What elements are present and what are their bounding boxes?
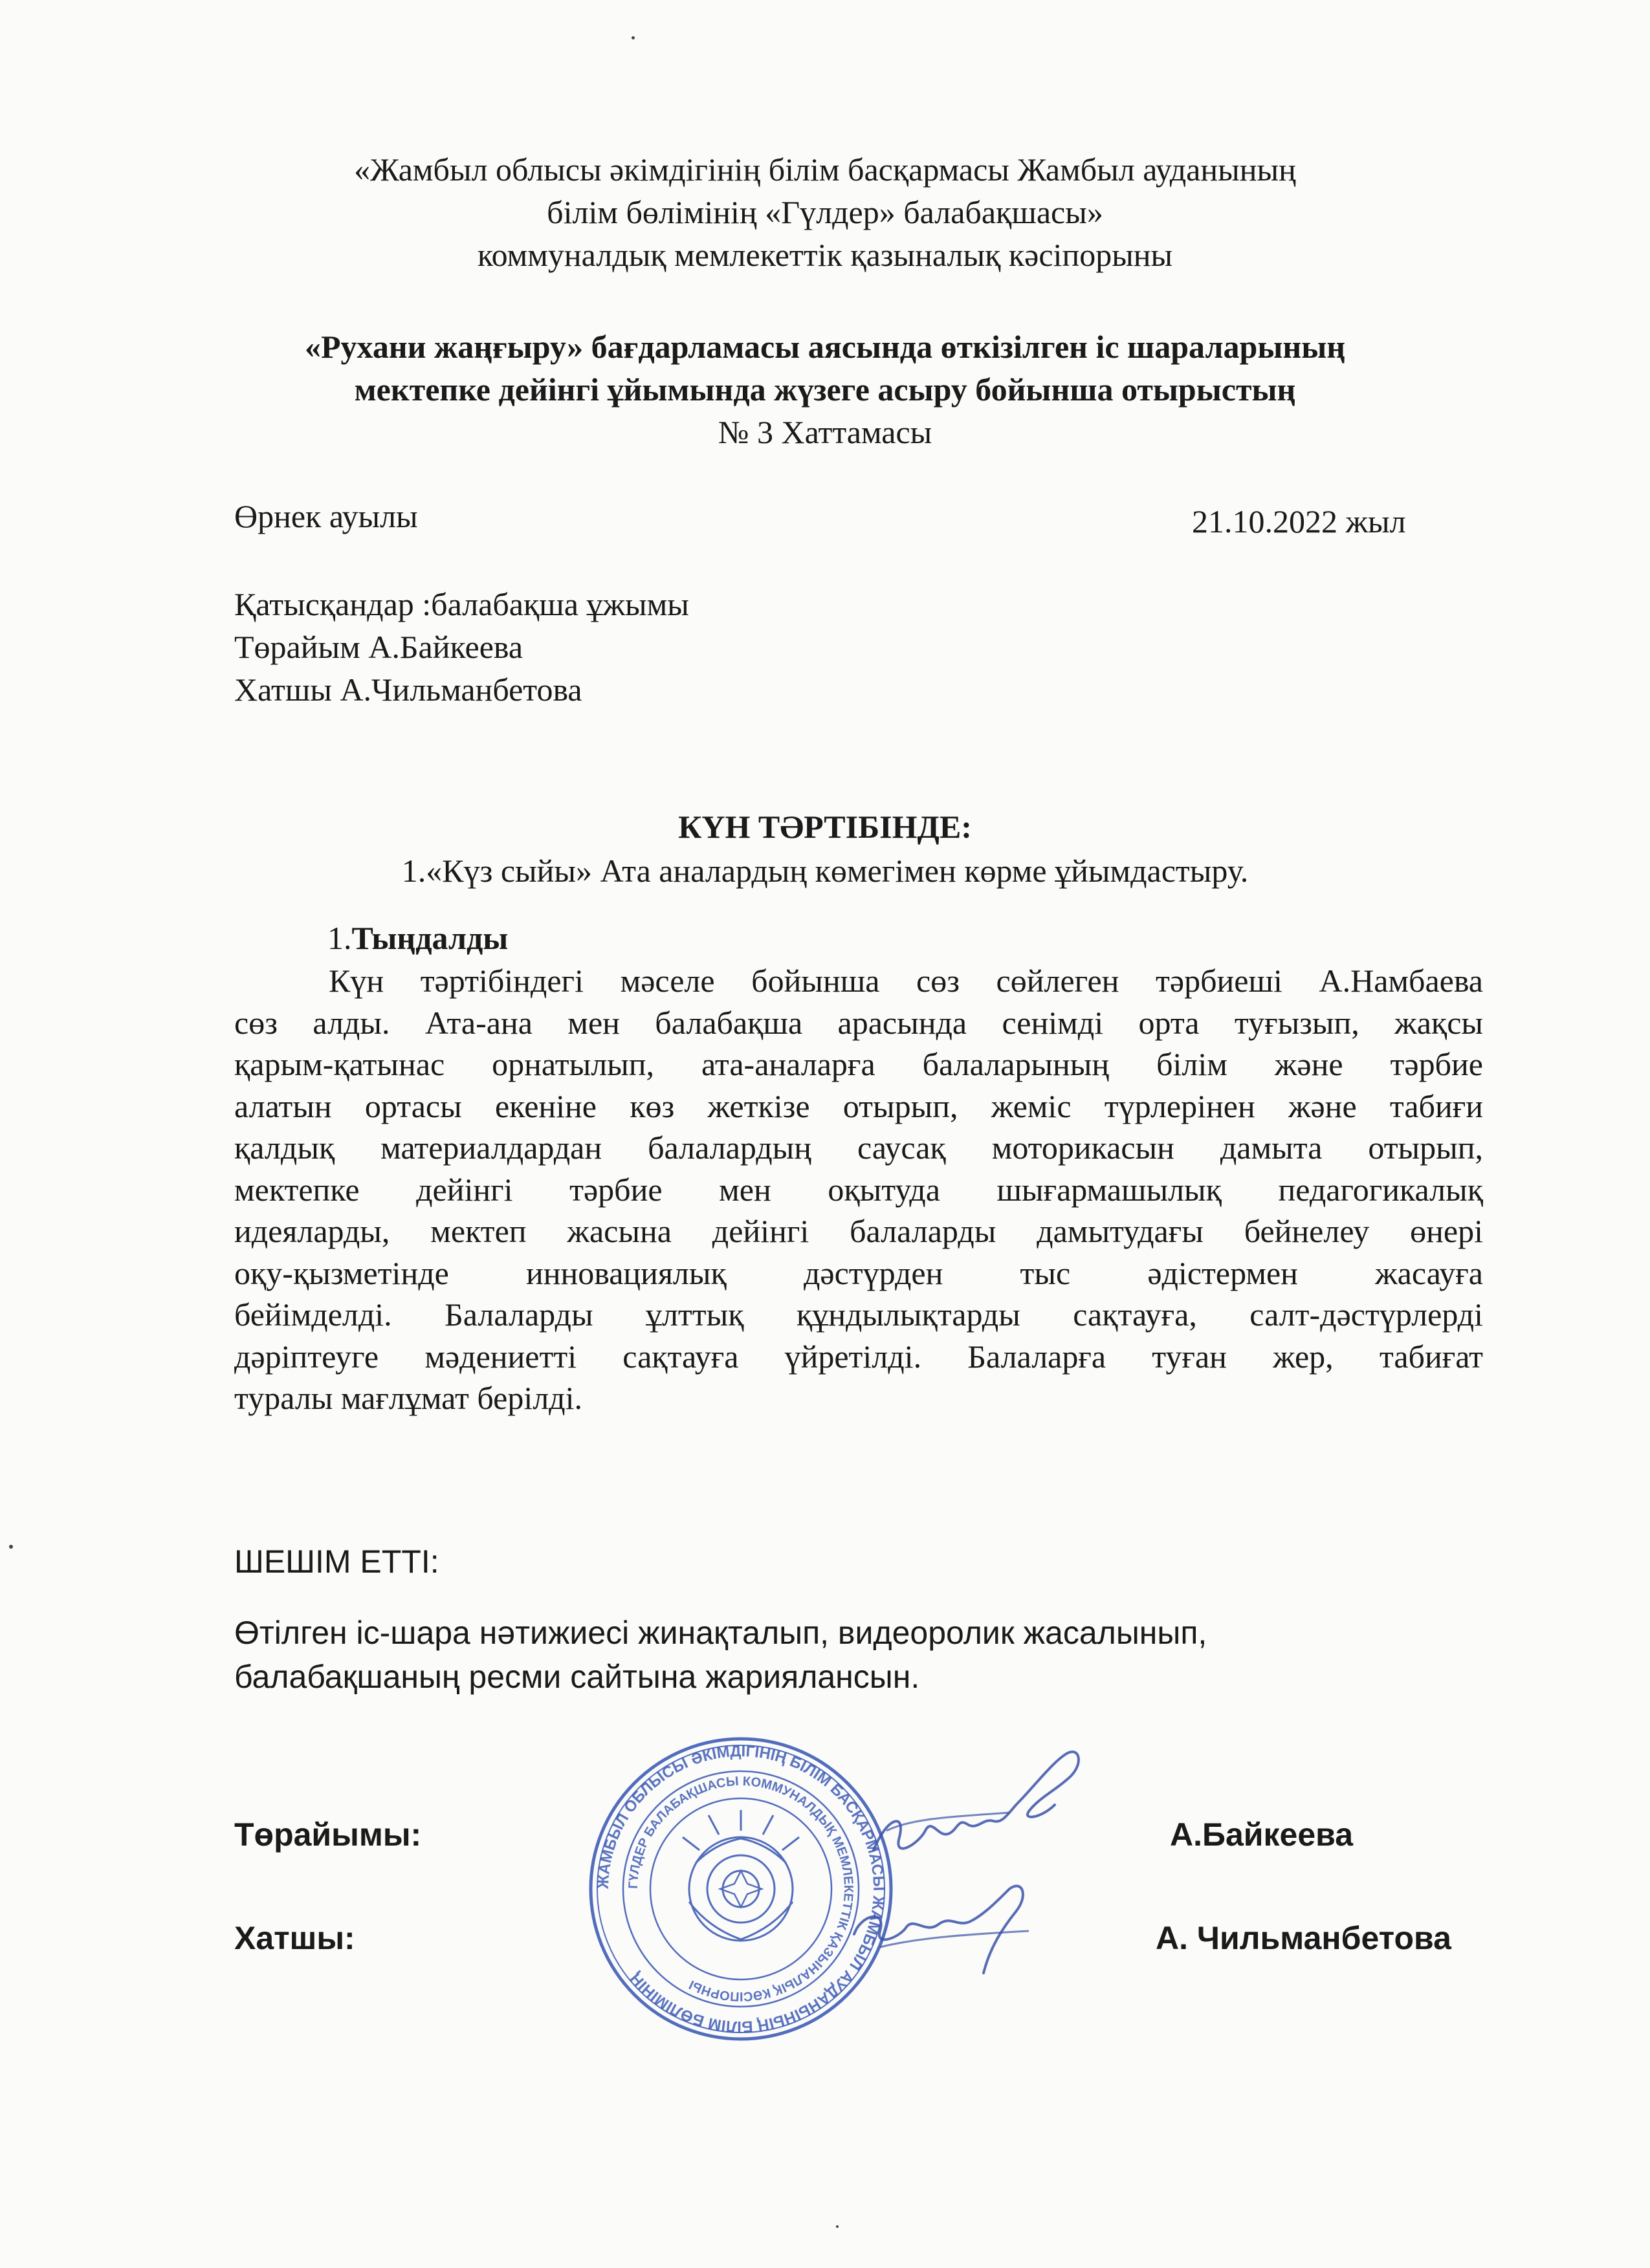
decision-heading: ШЕШІМ ЕТТІ: [234,1543,439,1580]
heard-number: 1. [327,920,352,956]
chair-label: Төрайымы: [234,1816,422,1853]
secretary-signature [841,1876,1048,1986]
scan-speck [836,2225,839,2228]
doc-title-line-1: «Рухани жаңғыру» бағдарламасы аясында өткізілген іс шараларының [304,329,1346,365]
stamp-inner-text: ГҮЛДЕР БАЛАБАҚШАСЫ КОММУНАЛДЫҚ МЕМЛЕКЕТТІК ҚАЗЫНАЛЫҚ КӘСІПОРНЫ [626,1774,856,2004]
chair-line: Төрайым А.Байкеева [234,629,523,665]
heard-text-line: оқу-қызметінде инновациялық дәстүрден тыс әдістермен жасауға [234,1254,1483,1291]
scan-speck [632,36,635,39]
heard-text-line: мектепке дейінгі тәрбие мен оқытуда шығармашылық педагогикалық [234,1171,1483,1208]
secretary-line: Хатшы А.Чильманбетова [234,671,582,708]
heard-paragraph [234,960,1483,1419]
heard-text-line: дәріптеуге мәдениетті сақтауға үйретілді. Балаларға туған жер, табиғат [234,1338,1483,1375]
org-header-line-1: «Жамбыл облысы әкімдігінің білім басқармасы Жамбыл ауданының [354,151,1296,188]
heard-text-line: Күн тәртібіндегі мәселе бойынша сөз сөйлеген тәрбиеші А.Намбаева [329,963,1483,999]
heard-text-line: бейімделді. Балаларды ұлттық құндылықтарды сақтауға, салт-дәстүрлерді [234,1296,1483,1333]
secretary-name: А. Чильманбетова [1156,1920,1451,1956]
chair-signature [861,1740,1094,1876]
decision-text-line-2: балабақшаның ресми сайтына жариялансын. [234,1659,920,1695]
heard-text-line: сөз алды. Ата-ана мен балабақша арасында сенімді орта туғызып, жақсы [234,1004,1483,1041]
stamp-outer-text: ЖАМБЫЛ ОБЛЫСЫ ӘКІМДІГІНІҢ БІЛІМ БАСҚАРМАСЫ ЖАМБЫЛ АУДАНЫНЫҢ БІЛІМ БӨЛІМІНІҢ [594,1742,888,2036]
org-header-line-2: білім бөлімінің «Гүлдер» балабақшасы» [547,194,1103,230]
participants-line: Қатысқандар :балабақша ұжымы [234,586,689,622]
chair-name: А.Байкеева [1170,1816,1354,1853]
agenda-item-1: 1.«Күз сыйы» Ата аналардың көмегімен көрме ұйымдастыру. [401,853,1249,889]
protocol-number: № 3 Хаттамасы [718,414,932,450]
heard-text-line: қалдық материалдардан балалардың саусақ моторикасын дамыта отырып, [234,1129,1483,1166]
secretary-label: Хатшы: [234,1920,355,1956]
scan-speck [9,1545,13,1549]
heard-heading [327,919,508,957]
heard-text-line: алатын ортасы екеніне көз жеткізе отырып, жеміс түрлерінен және табиғи [234,1087,1483,1124]
decision-text-line-1: Өтілген іс-шара нәтижиесі жинақталып, видеоролик жасалынып, [234,1615,1207,1651]
doc-title-line-2: мектепке дейінгі ұйымында жүзеге асыру бойынша отырыстың [354,371,1296,408]
heard-text-line: қарым-қатынас орнатылып, ата-аналарға балаларының білім және тәрбие [234,1046,1483,1082]
heard-text-line: идеяларды, мектеп жасына дейінгі балаларды дамытудағы бейнелеу өнері [234,1213,1483,1249]
heard-text-line: туралы мағлұмат берілді. [234,1380,583,1416]
heard-label: Тыңдалды [351,920,509,956]
meeting-place: Өрнек ауылы [234,498,418,534]
org-header-line-3: коммуналдық мемлекеттік қазыналық кәсіпорыны [477,237,1173,273]
meeting-date: 21.10.2022 жыл [1192,503,1406,540]
agenda-heading: КҮН ТӘРТІБІНДЕ: [678,809,972,845]
